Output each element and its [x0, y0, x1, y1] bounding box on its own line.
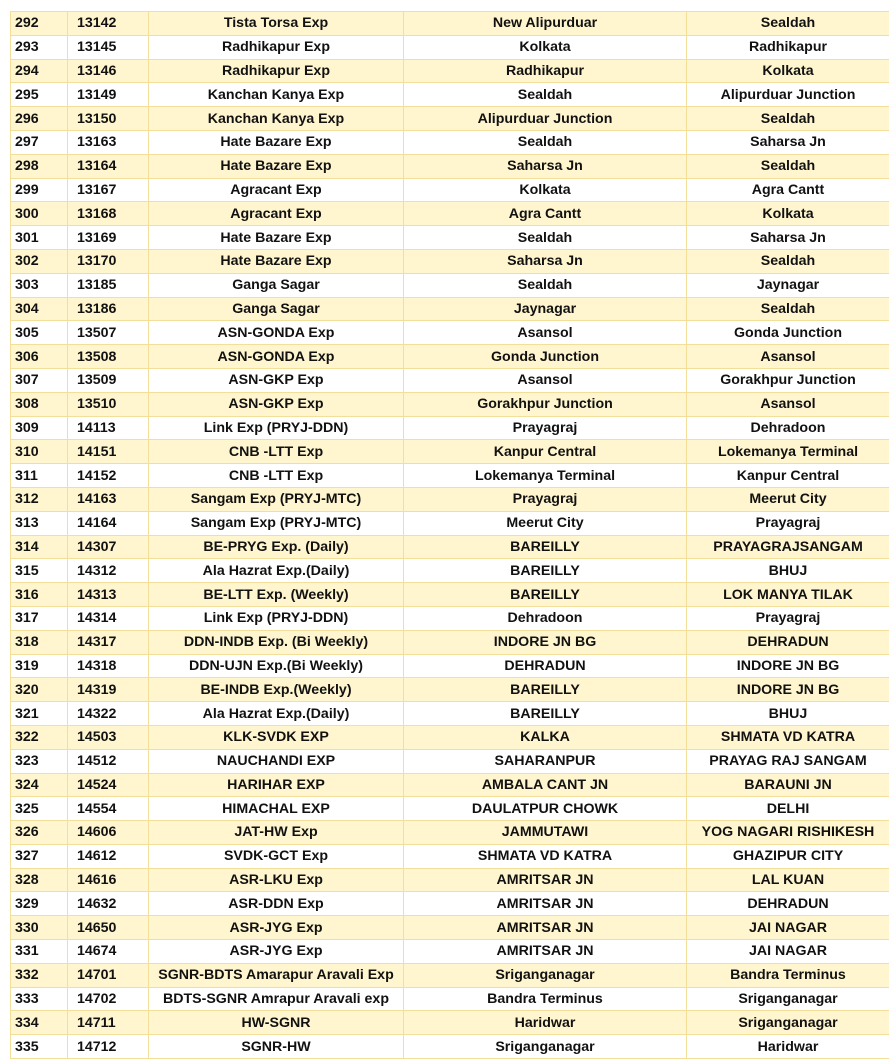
table-row — [11, 1035, 889, 1059]
destination-station-cell: Sealdah — [687, 107, 889, 131]
origin-station-cell: Kanpur Central — [404, 440, 687, 464]
table-row — [11, 797, 889, 821]
destination-station-cell: DEHRADUN — [687, 630, 889, 654]
table-row — [11, 487, 889, 511]
train-name-cell: Kanchan Kanya Exp — [149, 83, 404, 107]
serial-number-cell: 320 — [11, 678, 68, 702]
serial-number-cell: 292 — [11, 12, 68, 36]
train-name-cell: SVDK-GCT Exp — [149, 844, 404, 868]
table-row — [11, 535, 889, 559]
table-row — [11, 154, 889, 178]
origin-station-cell: SHMATA VD KATRA — [404, 844, 687, 868]
serial-number-cell: 297 — [11, 130, 68, 154]
train-number-cell: 13146 — [68, 59, 149, 83]
origin-station-cell: Sriganganagar — [404, 1035, 687, 1059]
train-name-cell: Radhikapur Exp — [149, 59, 404, 83]
train-name-cell: Tista Torsa Exp — [149, 12, 404, 36]
serial-number-cell: 310 — [11, 440, 68, 464]
origin-station-cell: Saharsa Jn — [404, 249, 687, 273]
train-name-cell: CNB -LTT Exp — [149, 440, 404, 464]
train-number-cell: 14702 — [68, 987, 149, 1011]
train-number-cell: 14319 — [68, 678, 149, 702]
origin-station-cell: Sealdah — [404, 83, 687, 107]
train-number-cell: 14503 — [68, 725, 149, 749]
train-number-cell: 14307 — [68, 535, 149, 559]
train-name-cell: ASN-GKP Exp — [149, 392, 404, 416]
train-name-cell: SGNR-HW — [149, 1035, 404, 1059]
train-number-cell: 13168 — [68, 202, 149, 226]
train-list-table-container — [10, 11, 889, 1059]
origin-station-cell: Jaynagar — [404, 297, 687, 321]
origin-station-cell: AMRITSAR JN — [404, 868, 687, 892]
table-row — [11, 678, 889, 702]
serial-number-cell: 309 — [11, 416, 68, 440]
serial-number-cell: 295 — [11, 83, 68, 107]
train-name-cell: KLK-SVDK EXP — [149, 725, 404, 749]
destination-station-cell: Kolkata — [687, 59, 889, 83]
train-name-cell: BDTS-SGNR Amrapur Aravali exp — [149, 987, 404, 1011]
table-row — [11, 273, 889, 297]
origin-station-cell: Sriganganagar — [404, 963, 687, 987]
destination-station-cell: BHUJ — [687, 702, 889, 726]
table-row — [11, 892, 889, 916]
serial-number-cell: 298 — [11, 154, 68, 178]
train-name-cell: ASR-JYG Exp — [149, 940, 404, 964]
table-row — [11, 749, 889, 773]
serial-number-cell: 327 — [11, 844, 68, 868]
table-row — [11, 178, 889, 202]
origin-station-cell: Gonda Junction — [404, 345, 687, 369]
train-number-cell: 14674 — [68, 940, 149, 964]
table-row — [11, 226, 889, 250]
origin-station-cell: KALKA — [404, 725, 687, 749]
serial-number-cell: 335 — [11, 1035, 68, 1059]
origin-station-cell: New Alipurduar — [404, 12, 687, 36]
train-name-cell: Link Exp (PRYJ-DDN) — [149, 606, 404, 630]
origin-station-cell: Bandra Terminus — [404, 987, 687, 1011]
serial-number-cell: 324 — [11, 773, 68, 797]
train-number-cell: 13164 — [68, 154, 149, 178]
train-list-body — [11, 12, 889, 1059]
table-row — [11, 963, 889, 987]
train-number-cell: 14314 — [68, 606, 149, 630]
train-name-cell: Ganga Sagar — [149, 273, 404, 297]
table-row — [11, 821, 889, 845]
table-row — [11, 464, 889, 488]
destination-station-cell: YOG NAGARI RISHIKESH — [687, 821, 889, 845]
train-number-cell: 13150 — [68, 107, 149, 131]
train-number-cell: 13163 — [68, 130, 149, 154]
serial-number-cell: 326 — [11, 821, 68, 845]
origin-station-cell: AMBALA CANT JN — [404, 773, 687, 797]
serial-number-cell: 322 — [11, 725, 68, 749]
train-number-cell: 14650 — [68, 916, 149, 940]
destination-station-cell: Lokemanya Terminal — [687, 440, 889, 464]
table-row — [11, 297, 889, 321]
destination-station-cell: Meerut City — [687, 487, 889, 511]
train-name-cell: Hate Bazare Exp — [149, 154, 404, 178]
serial-number-cell: 307 — [11, 368, 68, 392]
train-number-cell: 13510 — [68, 392, 149, 416]
destination-station-cell: Kanpur Central — [687, 464, 889, 488]
table-row — [11, 654, 889, 678]
serial-number-cell: 334 — [11, 1011, 68, 1035]
train-name-cell: HW-SGNR — [149, 1011, 404, 1035]
serial-number-cell: 300 — [11, 202, 68, 226]
train-number-cell: 13509 — [68, 368, 149, 392]
train-number-cell: 14113 — [68, 416, 149, 440]
train-number-cell: 14163 — [68, 487, 149, 511]
destination-station-cell: Kolkata — [687, 202, 889, 226]
serial-number-cell: 293 — [11, 35, 68, 59]
train-name-cell: Hate Bazare Exp — [149, 130, 404, 154]
origin-station-cell: Asansol — [404, 368, 687, 392]
origin-station-cell: JAMMUTAWI — [404, 821, 687, 845]
serial-number-cell: 299 — [11, 178, 68, 202]
train-name-cell: HARIHAR EXP — [149, 773, 404, 797]
train-name-cell: ASN-GONDA Exp — [149, 321, 404, 345]
train-number-cell: 14616 — [68, 868, 149, 892]
serial-number-cell: 311 — [11, 464, 68, 488]
serial-number-cell: 325 — [11, 797, 68, 821]
serial-number-cell: 313 — [11, 511, 68, 535]
origin-station-cell: Saharsa Jn — [404, 154, 687, 178]
origin-station-cell: AMRITSAR JN — [404, 940, 687, 964]
origin-station-cell: SAHARANPUR — [404, 749, 687, 773]
train-name-cell: Link Exp (PRYJ-DDN) — [149, 416, 404, 440]
train-number-cell: 14712 — [68, 1035, 149, 1059]
origin-station-cell: Kolkata — [404, 178, 687, 202]
serial-number-cell: 332 — [11, 963, 68, 987]
destination-station-cell: Sriganganagar — [687, 1011, 889, 1035]
train-number-cell: 14313 — [68, 583, 149, 607]
origin-station-cell: Sealdah — [404, 273, 687, 297]
train-number-cell: 14322 — [68, 702, 149, 726]
destination-station-cell: Sealdah — [687, 249, 889, 273]
train-name-cell: Sangam Exp (PRYJ-MTC) — [149, 511, 404, 535]
destination-station-cell: Prayagraj — [687, 606, 889, 630]
table-row — [11, 202, 889, 226]
table-row — [11, 107, 889, 131]
train-name-cell: Agracant Exp — [149, 178, 404, 202]
train-name-cell: DDN-INDB Exp. (Bi Weekly) — [149, 630, 404, 654]
table-row — [11, 130, 889, 154]
train-number-cell: 13185 — [68, 273, 149, 297]
serial-number-cell: 315 — [11, 559, 68, 583]
destination-station-cell: Sealdah — [687, 297, 889, 321]
destination-station-cell: Sriganganagar — [687, 987, 889, 1011]
serial-number-cell: 306 — [11, 345, 68, 369]
destination-station-cell: Gonda Junction — [687, 321, 889, 345]
train-name-cell: Ala Hazrat Exp.(Daily) — [149, 559, 404, 583]
origin-station-cell: DAULATPUR CHOWK — [404, 797, 687, 821]
table-row — [11, 59, 889, 83]
train-name-cell: BE-LTT Exp. (Weekly) — [149, 583, 404, 607]
destination-station-cell: Dehradoon — [687, 416, 889, 440]
train-name-cell: Kanchan Kanya Exp — [149, 107, 404, 131]
destination-station-cell: PRAYAG RAJ SANGAM — [687, 749, 889, 773]
train-name-cell: BE-INDB Exp.(Weekly) — [149, 678, 404, 702]
destination-station-cell: Asansol — [687, 392, 889, 416]
serial-number-cell: 319 — [11, 654, 68, 678]
origin-station-cell: Sealdah — [404, 130, 687, 154]
train-number-cell: 13186 — [68, 297, 149, 321]
serial-number-cell: 303 — [11, 273, 68, 297]
table-row — [11, 368, 889, 392]
serial-number-cell: 318 — [11, 630, 68, 654]
destination-station-cell: DEHRADUN — [687, 892, 889, 916]
table-row — [11, 35, 889, 59]
origin-station-cell: INDORE JN BG — [404, 630, 687, 654]
origin-station-cell: Agra Cantt — [404, 202, 687, 226]
origin-station-cell: Asansol — [404, 321, 687, 345]
serial-number-cell: 323 — [11, 749, 68, 773]
origin-station-cell: AMRITSAR JN — [404, 892, 687, 916]
train-number-cell: 14524 — [68, 773, 149, 797]
destination-station-cell: BHUJ — [687, 559, 889, 583]
destination-station-cell: JAI NAGAR — [687, 940, 889, 964]
train-name-cell: Hate Bazare Exp — [149, 226, 404, 250]
train-name-cell: ASR-DDN Exp — [149, 892, 404, 916]
train-name-cell: HIMACHAL EXP — [149, 797, 404, 821]
destination-station-cell: PRAYAGRAJSANGAM — [687, 535, 889, 559]
serial-number-cell: 304 — [11, 297, 68, 321]
train-number-cell: 14612 — [68, 844, 149, 868]
destination-station-cell: LAL KUAN — [687, 868, 889, 892]
train-name-cell: ASR-JYG Exp — [149, 916, 404, 940]
train-name-cell: NAUCHANDI EXP — [149, 749, 404, 773]
train-name-cell: DDN-UJN Exp.(Bi Weekly) — [149, 654, 404, 678]
destination-station-cell: INDORE JN BG — [687, 678, 889, 702]
origin-station-cell: Lokemanya Terminal — [404, 464, 687, 488]
serial-number-cell: 296 — [11, 107, 68, 131]
destination-station-cell: DELHI — [687, 797, 889, 821]
destination-station-cell: Jaynagar — [687, 273, 889, 297]
destination-station-cell: JAI NAGAR — [687, 916, 889, 940]
origin-station-cell: Radhikapur — [404, 59, 687, 83]
train-number-cell: 14632 — [68, 892, 149, 916]
origin-station-cell: BAREILLY — [404, 535, 687, 559]
train-number-cell: 13142 — [68, 12, 149, 36]
origin-station-cell: Meerut City — [404, 511, 687, 535]
train-number-cell: 13145 — [68, 35, 149, 59]
train-number-cell: 14318 — [68, 654, 149, 678]
serial-number-cell: 333 — [11, 987, 68, 1011]
table-row — [11, 868, 889, 892]
origin-station-cell: AMRITSAR JN — [404, 916, 687, 940]
table-row — [11, 392, 889, 416]
destination-station-cell: Asansol — [687, 345, 889, 369]
table-row — [11, 844, 889, 868]
train-name-cell: ASR-LKU Exp — [149, 868, 404, 892]
origin-station-cell: Sealdah — [404, 226, 687, 250]
table-row — [11, 345, 889, 369]
destination-station-cell: Radhikapur — [687, 35, 889, 59]
train-number-cell: 14164 — [68, 511, 149, 535]
table-row — [11, 583, 889, 607]
train-name-cell: Ganga Sagar — [149, 297, 404, 321]
table-row — [11, 559, 889, 583]
serial-number-cell: 329 — [11, 892, 68, 916]
serial-number-cell: 312 — [11, 487, 68, 511]
table-row — [11, 511, 889, 535]
destination-station-cell: BARAUNI JN — [687, 773, 889, 797]
serial-number-cell: 316 — [11, 583, 68, 607]
train-number-cell: 14701 — [68, 963, 149, 987]
train-name-cell: SGNR-BDTS Amarapur Aravali Exp — [149, 963, 404, 987]
train-name-cell: ASN-GONDA Exp — [149, 345, 404, 369]
table-row — [11, 440, 889, 464]
serial-number-cell: 301 — [11, 226, 68, 250]
destination-station-cell: Prayagraj — [687, 511, 889, 535]
destination-station-cell: Saharsa Jn — [687, 130, 889, 154]
origin-station-cell: BAREILLY — [404, 678, 687, 702]
table-row — [11, 725, 889, 749]
train-number-cell: 14312 — [68, 559, 149, 583]
table-row — [11, 416, 889, 440]
serial-number-cell: 331 — [11, 940, 68, 964]
serial-number-cell: 330 — [11, 916, 68, 940]
train-name-cell: BE-PRYG Exp. (Daily) — [149, 535, 404, 559]
train-name-cell: ASN-GKP Exp — [149, 368, 404, 392]
train-number-cell: 14151 — [68, 440, 149, 464]
table-row — [11, 987, 889, 1011]
destination-station-cell: LOK MANYA TILAK — [687, 583, 889, 607]
serial-number-cell: 328 — [11, 868, 68, 892]
origin-station-cell: BAREILLY — [404, 702, 687, 726]
table-row — [11, 249, 889, 273]
serial-number-cell: 308 — [11, 392, 68, 416]
serial-number-cell: 317 — [11, 606, 68, 630]
table-row — [11, 702, 889, 726]
table-row — [11, 630, 889, 654]
destination-station-cell: Agra Cantt — [687, 178, 889, 202]
train-number-cell: 13507 — [68, 321, 149, 345]
destination-station-cell: SHMATA VD KATRA — [687, 725, 889, 749]
origin-station-cell: Alipurduar Junction — [404, 107, 687, 131]
table-row — [11, 83, 889, 107]
table-row — [11, 773, 889, 797]
train-number-cell: 13167 — [68, 178, 149, 202]
train-name-cell: Agracant Exp — [149, 202, 404, 226]
origin-station-cell: BAREILLY — [404, 583, 687, 607]
origin-station-cell: Haridwar — [404, 1011, 687, 1035]
train-number-cell: 13169 — [68, 226, 149, 250]
destination-station-cell: GHAZIPUR CITY — [687, 844, 889, 868]
destination-station-cell: Saharsa Jn — [687, 226, 889, 250]
train-name-cell: Sangam Exp (PRYJ-MTC) — [149, 487, 404, 511]
train-number-cell: 14152 — [68, 464, 149, 488]
destination-station-cell: INDORE JN BG — [687, 654, 889, 678]
train-number-cell: 13149 — [68, 83, 149, 107]
train-number-cell: 13170 — [68, 249, 149, 273]
destination-station-cell: Haridwar — [687, 1035, 889, 1059]
train-name-cell: Radhikapur Exp — [149, 35, 404, 59]
table-row — [11, 606, 889, 630]
serial-number-cell: 294 — [11, 59, 68, 83]
origin-station-cell: BAREILLY — [404, 559, 687, 583]
destination-station-cell: Sealdah — [687, 154, 889, 178]
destination-station-cell: Bandra Terminus — [687, 963, 889, 987]
table-row — [11, 916, 889, 940]
train-list-table — [10, 11, 889, 1059]
train-name-cell: CNB -LTT Exp — [149, 464, 404, 488]
destination-station-cell: Sealdah — [687, 12, 889, 36]
origin-station-cell: DEHRADUN — [404, 654, 687, 678]
origin-station-cell: Prayagraj — [404, 487, 687, 511]
origin-station-cell: Prayagraj — [404, 416, 687, 440]
train-name-cell: JAT-HW Exp — [149, 821, 404, 845]
serial-number-cell: 302 — [11, 249, 68, 273]
table-row — [11, 321, 889, 345]
train-number-cell: 14512 — [68, 749, 149, 773]
table-row — [11, 940, 889, 964]
table-row — [11, 12, 889, 36]
train-number-cell: 13508 — [68, 345, 149, 369]
serial-number-cell: 314 — [11, 535, 68, 559]
serial-number-cell: 305 — [11, 321, 68, 345]
train-number-cell: 14606 — [68, 821, 149, 845]
train-number-cell: 14554 — [68, 797, 149, 821]
train-number-cell: 14711 — [68, 1011, 149, 1035]
destination-station-cell: Gorakhpur Junction — [687, 368, 889, 392]
origin-station-cell: Gorakhpur Junction — [404, 392, 687, 416]
train-name-cell: Ala Hazrat Exp.(Daily) — [149, 702, 404, 726]
destination-station-cell: Alipurduar Junction — [687, 83, 889, 107]
origin-station-cell: Dehradoon — [404, 606, 687, 630]
serial-number-cell: 321 — [11, 702, 68, 726]
train-name-cell: Hate Bazare Exp — [149, 249, 404, 273]
origin-station-cell: Kolkata — [404, 35, 687, 59]
train-number-cell: 14317 — [68, 630, 149, 654]
